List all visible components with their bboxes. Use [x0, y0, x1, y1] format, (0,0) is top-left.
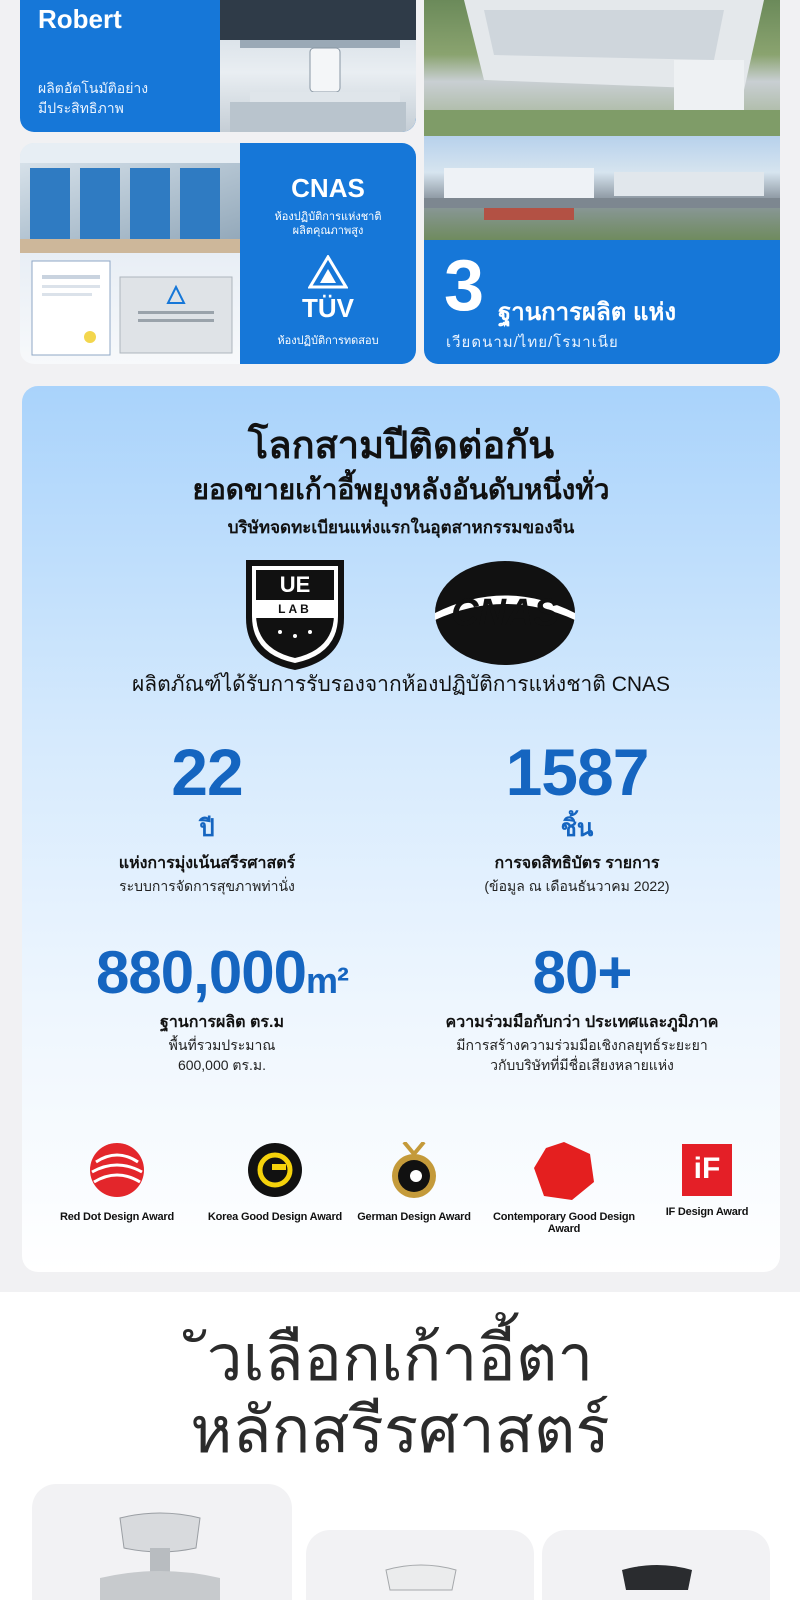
stat-patents-label: การจดสิทธิบัตร รายการ [494, 855, 660, 872]
chair-card-2[interactable] [306, 1530, 534, 1600]
contemporary-design-icon [478, 1142, 650, 1200]
award-contemporary-label: Contemporary Good Design Award [493, 1211, 635, 1235]
award-if-label: IF Design Award [665, 1206, 749, 1218]
stat-area-sub-2: 600,000 ตร.ม. [177, 1057, 267, 1073]
cnas-tuv-tile [240, 143, 416, 364]
award-red-dot-label: Red Dot Design Award [60, 1211, 174, 1223]
stat-area-number: 880,000 [96, 939, 306, 1006]
stat-patents-sub: (ข้อมูล ณ เดือนธันวาคม 2022) [484, 878, 670, 894]
tuv-triangle-icon [308, 255, 348, 289]
bases-label: ฐานการผลิต แห่ง [498, 299, 677, 326]
brand-name: Robert [38, 4, 122, 34]
stat-years-label: แห่งการมุ่งเน้นสรีรศาสตร์ [118, 855, 296, 872]
stat-partners-sub-2: วกับบริษัทที่มีชื่อเสียงหลายแห่ง [490, 1057, 674, 1073]
factory-buildings-illustration [424, 0, 780, 136]
achievements-panel [22, 386, 780, 1272]
panel-tagline: บริษัทจดทะเบียนแห่งแรกในอุตสาหกรรมของจีน [227, 518, 575, 537]
stat-years-number: 22 [171, 735, 243, 809]
cnas-tile-subtitle-2: ผลิตคุณภาพสูง [292, 225, 364, 237]
stat-partners [422, 938, 742, 1075]
hero-collage [0, 0, 800, 372]
robot-arm-illustration [220, 0, 416, 132]
stat-area-unit: m² [305, 960, 348, 1001]
certificates-photo [20, 253, 240, 364]
stat-years [82, 736, 332, 896]
cnas-tile-title: CNAS [291, 173, 365, 203]
award-if-design [652, 1142, 762, 1218]
cnas-logo [432, 558, 578, 668]
chair-card-3[interactable] [542, 1530, 770, 1600]
certified-text: ผลิตภัณฑ์ได้รับการรับรองจากห้องปฏิบัติการแห่งชาติ CNAS [131, 673, 671, 696]
ue-lab-letters: UE [279, 572, 311, 597]
award-german-design [354, 1142, 474, 1223]
panel-title: โลกสามปีติดต่อกัน [247, 425, 555, 467]
certificate-documents-illustration [20, 253, 240, 364]
award-german-label: German Design Award [357, 1211, 471, 1223]
stat-patents [452, 736, 702, 896]
chair-section-title-1: ัวเลือกเก้าอี้ตา [206, 1322, 594, 1394]
chair-section-title-2: หลักสรีรศาสตร์ [190, 1394, 610, 1466]
campus-buildings-illustration [424, 136, 780, 240]
chair-headrest-image [80, 1508, 240, 1600]
automation-machine-photo [220, 0, 416, 132]
factory-aerial-photo [424, 0, 780, 136]
stat-years-unit: ปี [199, 815, 215, 842]
stat-patents-number: 1587 [505, 735, 649, 809]
testing-machines-illustration [20, 143, 240, 253]
production-bases-tile [424, 240, 780, 364]
chair-white-image [366, 1560, 476, 1600]
stat-area-sub-1: พื้นที่รวมประมาณ [168, 1037, 276, 1053]
stat-area [62, 938, 382, 1075]
ue-lab-word: LAB [278, 602, 312, 616]
korea-good-design-icon [200, 1142, 350, 1200]
chair-card-1[interactable] [32, 1484, 292, 1600]
tuv-tile-title: TÜV [302, 293, 354, 323]
cnas-logo-text: CNAS [451, 592, 559, 634]
stat-patents-unit: ชิ้น [560, 815, 594, 842]
chair-black-image [602, 1560, 712, 1600]
brand-subtitle-1: ผลิตอัตโนมัติอย่าง [38, 80, 149, 96]
award-korea-good-design [200, 1142, 350, 1223]
panel-subtitle: ยอดขายเก้าอี้พยุงหลังอันดับหนึ่งทั่ว [192, 474, 610, 505]
brand-subtitle-2: มีประสิทธิภาพ [38, 100, 124, 116]
stat-years-sub: ระบบการจัดการสุขภาพท่านั่ง [119, 878, 295, 894]
brand-tile [20, 0, 416, 132]
red-dot-icon [52, 1142, 182, 1200]
stat-partners-sub-1: มีการสร้างความร่วมมือเชิงกลยุทธ์ระยะยา [456, 1037, 708, 1053]
cnas-tile-subtitle-1: ห้องปฏิบัติการแห่งชาติ [274, 211, 382, 223]
award-korea-label: Korea Good Design Award [207, 1211, 343, 1223]
if-logo-text: iF [693, 1152, 721, 1185]
stat-partners-number: 80+ [532, 939, 632, 1006]
chair-selection-section [0, 1292, 800, 1600]
stat-area-label: ฐานการผลิต ตร.ม [159, 1014, 284, 1031]
award-red-dot [52, 1142, 182, 1223]
award-contemporary-good-design [478, 1142, 650, 1235]
bases-countries: เวียดนาม/ไทย/โรมาเนีย [446, 334, 619, 351]
ue-lab-logo [242, 556, 348, 672]
bases-count: 3 [444, 246, 485, 326]
stat-partners-label: ความร่วมมือกับกว่า ประเทศและภูมิภาค [445, 1014, 719, 1031]
factory-campus-photo [424, 136, 780, 240]
tuv-tile-subtitle: ห้องปฏิบัติการทดสอบ [277, 335, 379, 347]
testing-lab-photo [20, 143, 240, 253]
german-design-icon [354, 1142, 474, 1200]
if-design-icon [652, 1142, 762, 1200]
